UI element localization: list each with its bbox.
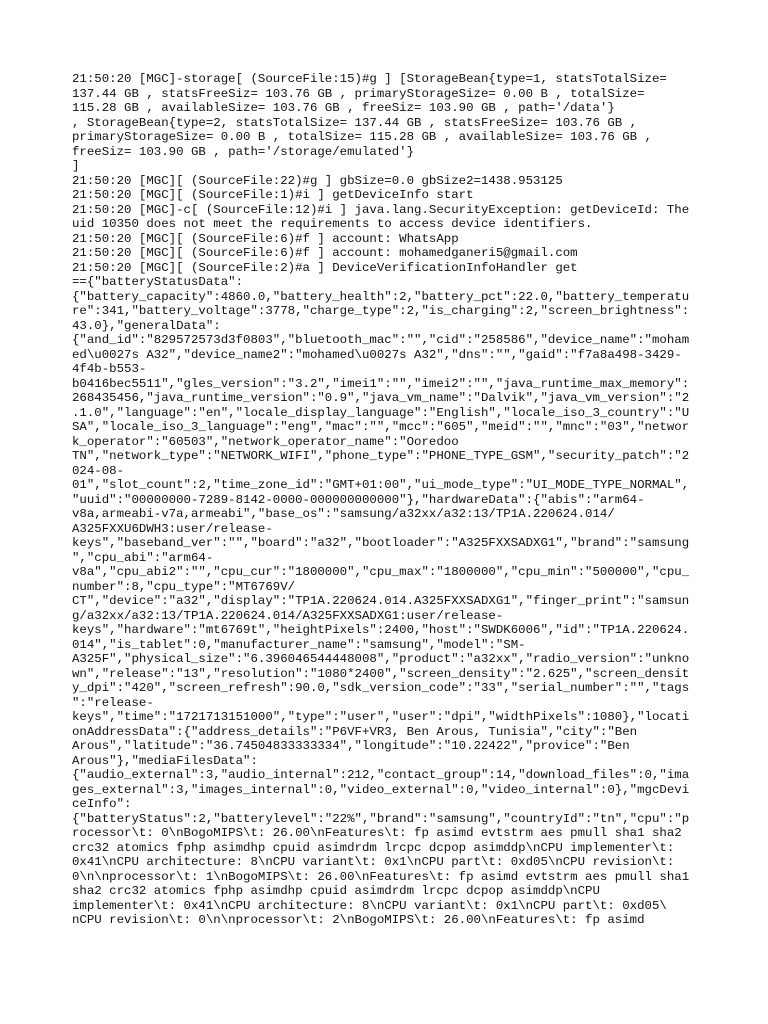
log-line: TN","network_type":"NETWORK_WIFI","phone_type":"PHONE_TYPE_GSM","security_patch":"2	[72, 449, 690, 463]
log-line: k_operator":"60503","network_operator_name":"Ooredoo	[72, 434, 459, 449]
log-line: b0416bec5511","gles_version":"3.2","imei1":"","imei2":"","java_runtime_max_memory":	[72, 376, 690, 391]
log-line: keys","time":"1721713151000","type":"user","user":"dpi","widthPixels":1080},"locati	[72, 710, 690, 724]
log-line: 21:50:20 [MGC][ (SourceFile:22)#g ] gbSize=0.0 gbSize2=1438.953125	[72, 173, 563, 188]
log-line: ":"release-	[72, 695, 154, 710]
log-line: ","cpu_abi":"arm64-	[72, 550, 214, 565]
log-line: implementer\t: 0x41\nCPU architecture: 8\nCPU variant\t: 0x1\nCPU part\t: 0xd05\	[72, 898, 667, 913]
log-line: ed\u0027s A32","device_name2":"mohamed\u0027s A32","dns":"","gaid":"f7a8a498-3429-	[72, 347, 682, 362]
log-line: 43.0},"generalData":	[72, 318, 221, 333]
log-line: , StorageBean{type=2, statsTotalSize= 137.44 GB , statsFreeSize= 103.76 GB ,	[72, 115, 638, 130]
log-line: 21:50:20 [MGC][ (SourceFile:2)#a ] DeviceVerificationInfoHandler get	[72, 260, 578, 275]
log-line: ]	[72, 159, 80, 173]
log-line: v8a","cpu_abi2":"","cpu_cur":"1800000","cpu_max":"1800000","cpu_min":"500000","cpu_	[72, 565, 690, 579]
log-line: y_dpi":"420","screen_refresh":90.0,"sdk_version_code":"33","serial_number":"","tags	[72, 681, 690, 695]
log-line: nCPU revision\t: 0\n\nprocessor\t: 2\nBogoMIPS\t: 26.00\nFeatures\t: fp asimd	[72, 913, 645, 927]
log-line: 01","slot_count":2,"time_zone_id":"GMT+01:00","ui_mode_type":"UI_MODE_TYPE_NORMAL",	[72, 478, 690, 492]
log-line: number":8,"cpu_type":"MT6769V/	[72, 579, 296, 594]
log-line: rocessor\t: 0\nBogoMIPS\t: 26.00\nFeatures\t: fp asimd evtstrm aes pmull sha1 sha2	[72, 826, 682, 840]
log-line: ceInfo":	[72, 797, 132, 811]
log-line: Arous"},"mediaFilesData":	[72, 753, 258, 768]
log-line: 268435456,"java_runtime_version":"0.9","java_vm_name":"Dalvik","java_vm_version":"2	[72, 391, 690, 405]
log-line: 0x41\nCPU architecture: 8\nCPU variant\t: 0x1\nCPU part\t: 0xd05\nCPU revision\t:	[72, 855, 675, 869]
log-line: re":341,"battery_voltage":3778,"charge_type":2,"is_charging":2,"screen_brightness":	[72, 304, 690, 318]
log-line: {"batteryStatus":2,"batterylevel":"22%","brand":"samsung","countryId":"tn","cpu":"p	[72, 811, 690, 826]
log-line: keys","hardware":"mt6769t","heightPixels":2400,"host":"SWDK6006","id":"TP1A.220624.	[72, 623, 690, 637]
log-line: 21:50:20 [MGC][ (SourceFile:6)#f ] account: mohamedganeri5@gmail.com	[72, 246, 578, 260]
log-line: {"audio_external":3,"audio_internal":212,"contact_group":14,"download_files":0,"ima	[72, 768, 690, 782]
log-line: =={"batteryStatusData":	[72, 275, 244, 289]
log-line: uid 10350 does not meet the requirements to access device identifiers.	[72, 217, 593, 231]
log-line: 0\n\nprocessor\t: 1\nBogoMIPS\t: 26.00\nFeatures\t: fp asimd evtstrm aes pmull sha1	[72, 869, 690, 884]
log-line: 21:50:20 [MGC]-c[ (SourceFile:12)#i ] java.lang.SecurityException: getDeviceId: The	[72, 202, 690, 217]
log-line: 137.44 GB , statsFreeSiz= 103.76 GB , primaryStorageSize= 0.00 B , totalSize=	[72, 86, 645, 101]
log-line: SA","locale_iso_3_language":"eng","mac":"","mcc":"605","meid":"","mnc":"03","networ	[72, 420, 690, 434]
log-line: freeSiz= 103.90 GB , path='/storage/emulated'}	[72, 144, 415, 159]
log-line: g/a32xx/a32:13/TP1A.220624.014/A325FXXSADXG1:user/release-	[72, 608, 504, 623]
log-line: {"battery_capacity":4860.0,"battery_health":2,"battery_pct":22.0,"battery_temperatu	[72, 289, 690, 304]
log-line: 4f4b-b553-	[72, 362, 147, 376]
log-line: CT","device":"a32","display":"TP1A.220624.014.A325FXXSADXG1","finger_print":"samsun	[72, 594, 690, 608]
log-line: ges_external":3,"images_internal":0,"video_external":0,"video_internal":0},"mgcDevi	[72, 782, 690, 797]
log-line: v8a,armeabi-v7a,armeabi","base_os":"samsung/a32xx/a32:13/TP1A.220624.014/	[72, 507, 615, 521]
log-line: 21:50:20 [MGC][ (SourceFile:6)#f ] account: WhatsApp	[72, 231, 459, 246]
log-line: {"and_id":"829572573d3f0803","bluetooth_mac":"","cid":"258586","device_name":"moham	[72, 333, 690, 347]
log-line: 21:50:20 [MGC][ (SourceFile:1)#i ] getDeviceInfo start	[72, 188, 474, 202]
log-line: A325F","physical_size":"6.396046544448008","product":"a32xx","radio_version":"unkno	[72, 652, 690, 666]
log-line: .1.0","language":"en","locale_display_language":"English","locale_iso_3_country":"U	[72, 405, 690, 420]
log-line: onAddressData":{"address_details":"P6VF+VR3, Ben Arous, Tunisia","city":"Ben	[72, 724, 638, 739]
log-line: Arous","latitude":"36.74504833333334","longitude":"10.22422","provice":"Ben	[72, 739, 630, 753]
log-line: A325FXXU6DWH3:user/release-	[72, 521, 273, 536]
log-line: wn","release":"13","resolution":"1080*2400","screen_density":"2.625","screen_densit	[72, 666, 690, 681]
log-line: "uuid":"00000000-7289-8142-0000-000000000000"},"hardwareData":{"abis":"arm64-	[72, 492, 645, 507]
log-line: 024-08-	[72, 463, 125, 478]
log-line: crc32 atomics fphp asimdhp cpuid asimdrdm lrcpc dcpop asimddp\nCPU implementer\t:	[72, 840, 675, 855]
log-line: 21:50:20 [MGC]-storage[ (SourceFile:15)#g ] [StorageBean{type=1, statsTotalSize=	[72, 72, 667, 86]
log-line: 014","is_tablet":0,"manufacturer_name":"samsung","model":"SM-	[72, 637, 526, 652]
log-line: sha2 crc32 atomics fphp asimdhp cpuid asimdrdm lrcpc dcpop asimddp\nCPU	[72, 884, 600, 898]
log-document	[72, 72, 700, 928]
log-line: keys","baseband_ver":"","board":"a32","bootloader":"A325FXXSADXG1","brand":"samsung	[72, 536, 690, 550]
log-line: 115.28 GB , availableSize= 103.76 GB , freeSiz= 103.90 GB , path='/data'}	[72, 101, 615, 115]
log-line: primaryStorageSize= 0.00 B , totalSize= 115.28 GB , availableSize= 103.76 GB ,	[72, 130, 652, 144]
